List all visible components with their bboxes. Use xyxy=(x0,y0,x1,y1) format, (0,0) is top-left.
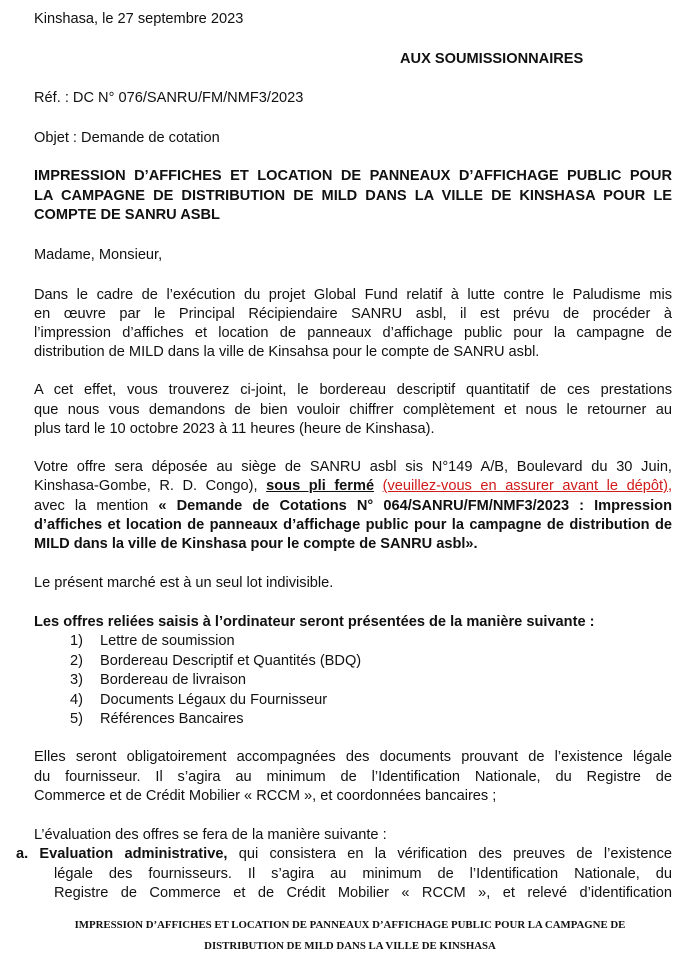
paragraph-line: Elles seront obligatoirement accompagnées des documents prouvant de l’existence légale xyxy=(34,749,672,765)
paragraph-line: Votre offre sera déposée au siège de SANRU asbl sis N°149 A/B, Boulevard du 30 Juin, xyxy=(34,459,672,475)
paragraph-line: du fournisseur. Il s’agira au minimum de l’Identification Nationale, du Registre de xyxy=(34,769,672,785)
address-end: Kinshasa-Gombe, R. D. Congo), xyxy=(34,478,258,494)
paragraph-line: que nous vous demandons de bien vouloir chiffrer complètement et nous le retourner au xyxy=(34,402,672,418)
list-item: 3) Bordereau de livraison xyxy=(70,672,247,688)
list-item: 4) Documents Légaux du Fournisseur xyxy=(70,692,328,708)
list-item: 1) Lettre de soumission xyxy=(70,633,235,649)
paragraph-line: l’impression d’affiches et location de panneaux d’affichage public pour la campagne de xyxy=(34,325,672,341)
lot-statement: Le présent marché est à un seul lot indivisible. xyxy=(34,575,334,591)
comma: , xyxy=(667,478,673,494)
mention-label: avec la mention xyxy=(34,498,149,514)
subject: Objet : Demande de cotation xyxy=(34,130,220,146)
mention-text: « Demande de Cotations N° 064/SANRU/FM/NMF3/2023 : Impression xyxy=(158,498,672,514)
paragraph-line: en œuvre par le Principal Récipiendaire SANRU asbl, il est prévu de procéder à xyxy=(34,306,672,322)
list-item: 2) Bordereau Descriptif et Quantités (BDQ) xyxy=(70,653,362,669)
salutation: Madame, Monsieur, xyxy=(34,247,163,263)
paragraph-line: A cet effet, vous trouverez ci-joint, le bordereau descriptif quantitatif de ces prestations xyxy=(34,382,672,398)
paragraph-line: plus tard le 10 octobre 2023 à 11 heures (heure de Kinshasa). xyxy=(34,421,435,437)
paragraph-line: légale des fournisseurs. Il s’agira au minimum de l’Identification Nationale, du xyxy=(54,866,672,882)
title-line: COMPTE DE SANRU ASBL xyxy=(34,207,220,223)
evaluation-intro: L’évaluation des offres se fera de la manière suivante : xyxy=(34,827,387,843)
mention-text-line: MILD dans la ville de Kinshasa pour le compte de SANRU asbl». xyxy=(34,536,478,552)
title-line: IMPRESSION D’AFFICHES ET LOCATION DE PANNEAUX D’AFFICHAGE PUBLIC POUR xyxy=(34,168,672,184)
offers-heading: Les offres reliées saisis à l’ordinateur seront présentées de la manière suivante : xyxy=(34,614,595,630)
paragraph-line: a. Evaluation administrative, qui consistera en la vérification des preuves de l’existence xyxy=(16,846,672,862)
paragraph-line: Registre de Commerce et de Crédit Mobilier « RCCM », et relevé d’identification xyxy=(54,885,672,901)
evaluation-label: a. Evaluation administrative, xyxy=(16,846,228,862)
paragraph-line: distribution de MILD dans la ville de Kinsahsa pour le compte de SANRU asbl. xyxy=(34,344,540,360)
mention-text-line: d’affiches et location de panneaux d’affichage public pour la campagne de distribution de xyxy=(34,517,672,533)
paragraph-line xyxy=(34,477,672,497)
paragraph-line xyxy=(34,497,672,517)
paragraph-line: Commerce et de Crédit Mobilier « RCCM », et coordonnées bancaires ; xyxy=(34,788,497,804)
reference: Réf. : DC N° 076/SANRU/FM/NMF3/2023 xyxy=(34,90,304,106)
sealed-envelope-note: sous pli fermé xyxy=(266,478,375,494)
footer-line: DISTRIBUTION DE MILD DANS LA VILLE DE KINSHASA xyxy=(204,940,496,952)
footer-line: IMPRESSION D’AFFICHES ET LOCATION DE PANNEAUX D’AFFICHAGE PUBLIC POUR LA CAMPAGNE DE xyxy=(74,919,626,931)
place-date: Kinshasa, le 27 septembre 2023 xyxy=(34,11,244,27)
verification-warning: (veuillez-vous en assurer avant le dépôt) xyxy=(382,478,668,494)
paragraph-line: Dans le cadre de l’exécution du projet Global Fund relatif à lutte contre le Paludisme mis xyxy=(34,287,672,303)
title-line: LA CAMPAGNE DE DISTRIBUTION DE MILD DANS LA VILLE DE KINSHASA POUR LE xyxy=(34,188,672,204)
list-item: 5) Références Bancaires xyxy=(70,711,244,727)
recipient: AUX SOUMISSIONNAIRES xyxy=(400,51,584,67)
